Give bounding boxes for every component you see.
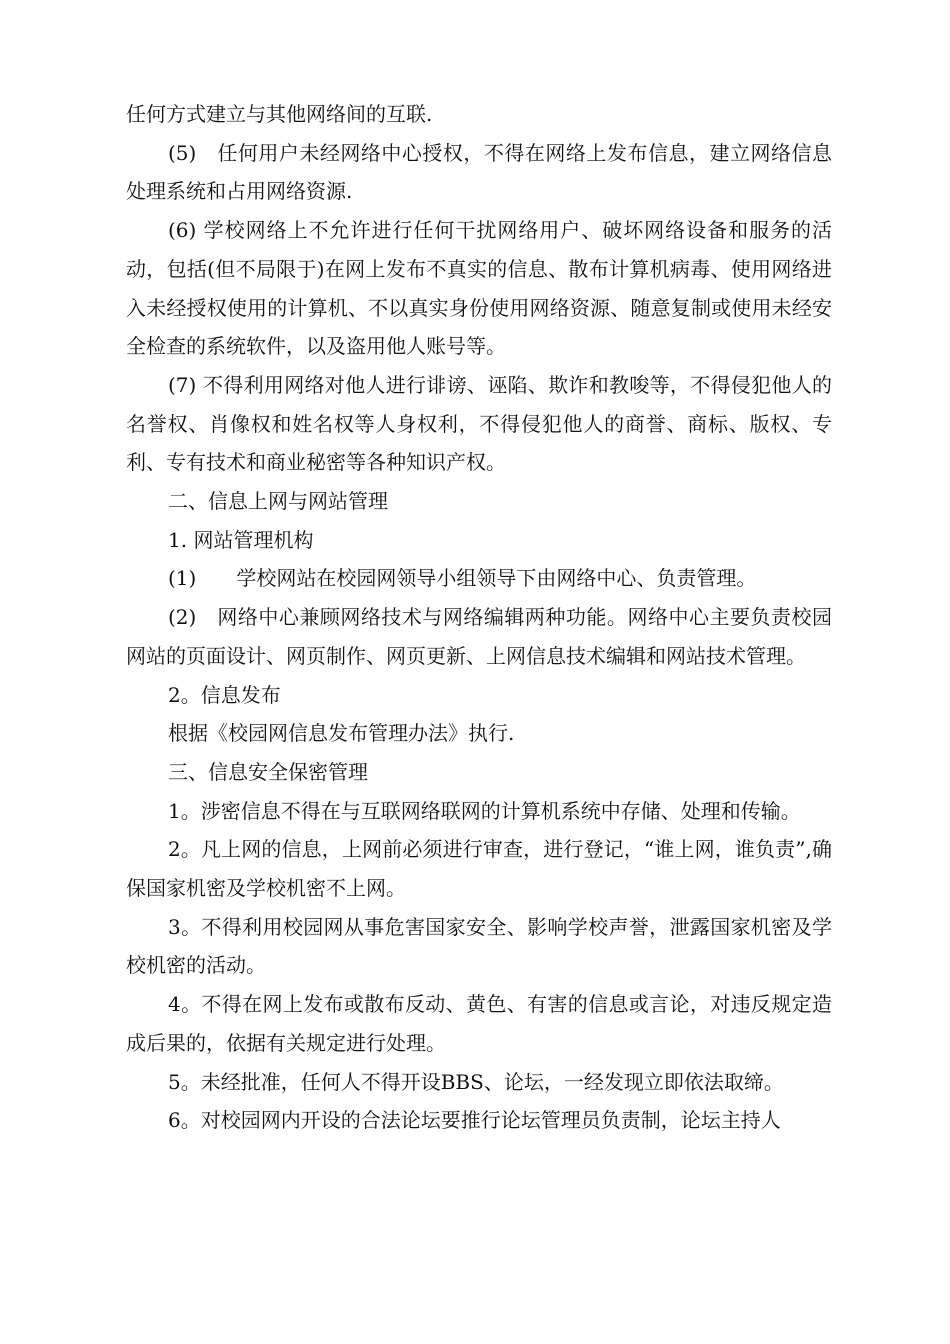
- section-heading: 三、信息安全保密管理: [168, 759, 368, 784]
- paragraph: 任何方式建立与其他网络间的互联.: [126, 102, 433, 126]
- paragraph: 2。凡上网的信息，上网前必须进行审查，进行登记，“谁上网，谁负责”,确保国家机密及学校机密不上网。: [126, 837, 832, 901]
- paragraph: (7) 不得利用网络对他人进行诽谤、诬陷、欺诈和教唆等，不得侵犯他人的名誉权、肖像权和姓名权等人身权利，不得侵犯他人的商誉、商标、版权、专利、专有技术和商业秘密等各种知识产权。: [126, 372, 832, 475]
- subsection-heading: 1. 网站管理机构: [168, 527, 314, 552]
- paragraph: (2) 网络中心兼顾网络技术与网络编辑两种功能。网络中心主要负责校园网站的页面设计、网页制作、网页更新、上网信息技术编辑和网站技术管理。: [126, 605, 832, 668]
- paragraph: 5。未经批准，任何人不得开设BBS、论坛，一经发现立即依法取缔。: [168, 1069, 784, 1094]
- paragraph: (1) 学校网站在校园网领导小组领导下由网络中心、负责管理。: [168, 566, 757, 591]
- subsection-heading: 2。信息发布: [168, 682, 281, 707]
- paragraph: 4。不得在网上发布或散布反动、黄色、有害的信息或言论，对违反规定造成后果的，依据有关规定进行处理。: [126, 992, 832, 1055]
- section-heading: 二、信息上网与网站管理: [168, 489, 388, 514]
- paragraph: 3。不得利用校园网从事危害国家安全、影响学校声誉，泄露国家机密及学校机密的活动。: [126, 914, 832, 978]
- paragraph: 6。对校园网内开设的合法论坛要推行论坛管理员负责制，论坛主持人: [168, 1108, 781, 1133]
- paragraph: 根据《校园网信息发布管理办法》执行.: [168, 721, 515, 746]
- document-body: [126, 95, 832, 1140]
- paragraph: 1。涉密信息不得在与互联网络联网的计算机系统中存储、处理和传输。: [168, 798, 801, 823]
- paragraph: (5) 任何用户未经网络中心授权，不得在网络上发布信息，建立网络信息处理系统和占用网络资源.: [126, 140, 832, 204]
- paragraph: (6) 学校网络上不允许进行任何干扰网络用户、破坏网络设备和服务的活动，包括(但不局限于)在网上发布不真实的信息、散布计算机病毒、使用网络进入未经授权使用的计算机、不以真实身份使用网络资源、随意复制或使用未经安全检查的系统软件，以及盗用他人账号等。: [126, 218, 832, 359]
